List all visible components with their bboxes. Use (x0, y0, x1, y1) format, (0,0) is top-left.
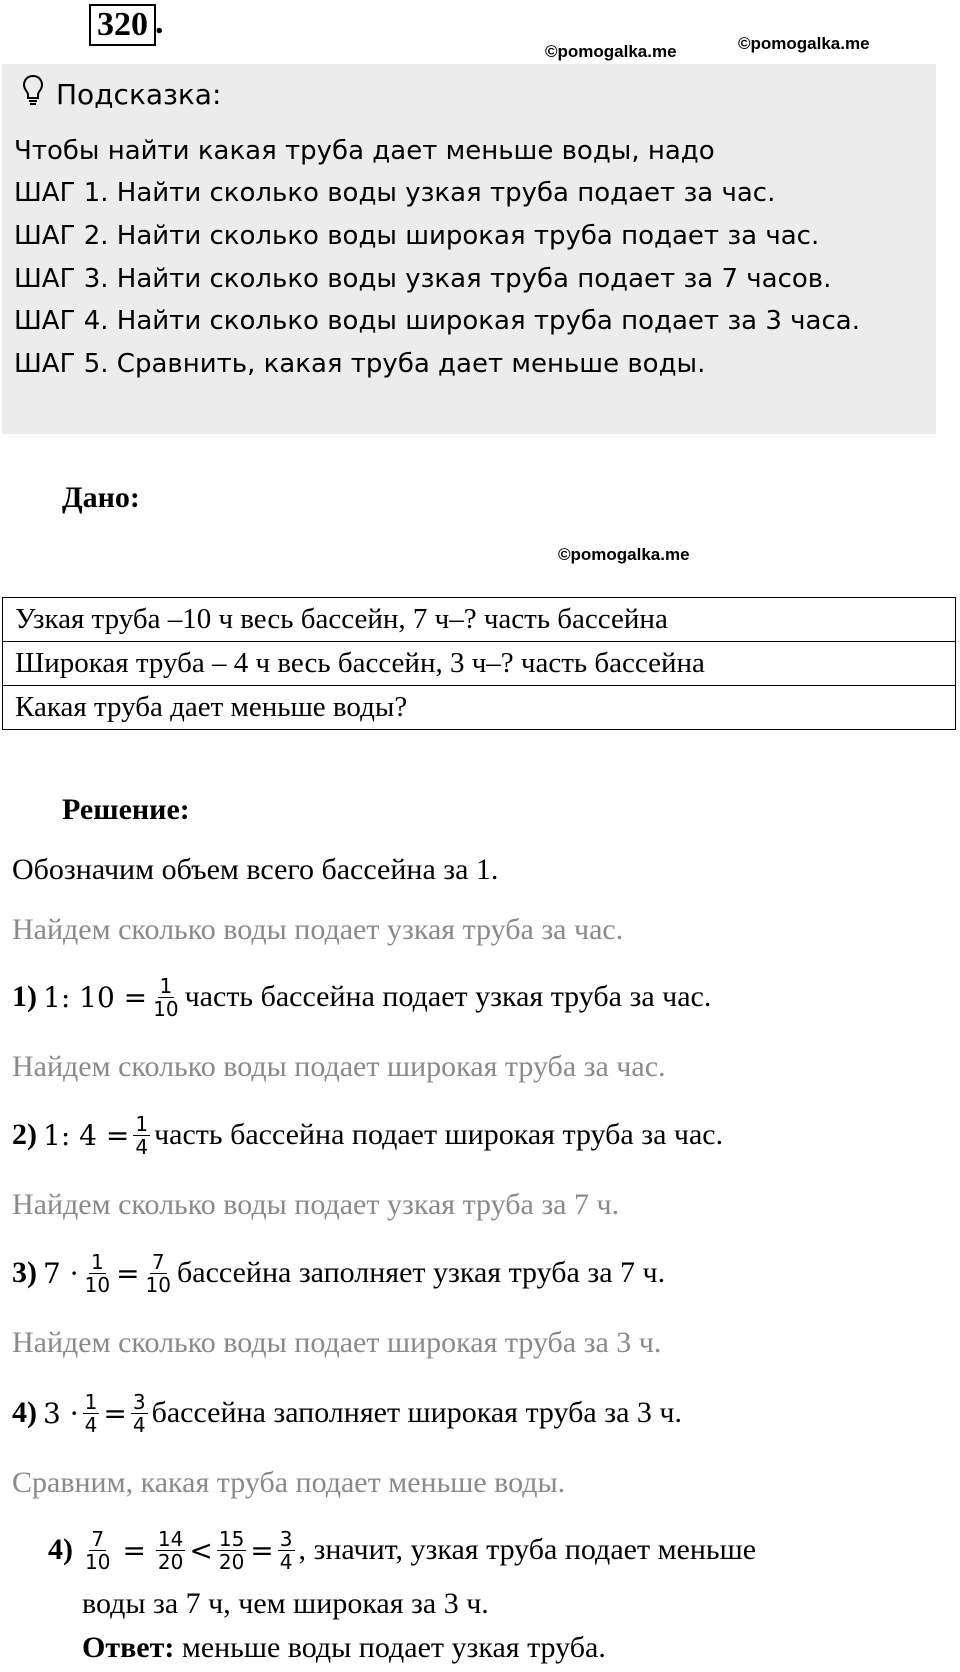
hint-intro: Чтобы найти какая труба дает меньше воды, надо (14, 136, 715, 166)
denominator: 10 (153, 996, 179, 1021)
fraction (83, 1251, 112, 1296)
equals-sign: = (116, 1256, 140, 1290)
task-number-dot: . (155, 4, 164, 41)
numerator: 1 (90, 1249, 104, 1274)
table-cell: Какая труба дает меньше воды? (3, 686, 956, 730)
step-text-continued: воды за 7 ч, чем широкая за 3 ч. (82, 1587, 489, 1620)
equals-sign: = (122, 1533, 146, 1567)
solution-step-3 (12, 1248, 665, 1298)
table-row (3, 598, 956, 642)
lightbulb-icon (22, 74, 44, 115)
table-cell: Узкая труба –10 ч весь бассейн, 7 ч–? часть бассейна (3, 598, 956, 642)
numerator: 3 (132, 1389, 146, 1414)
step-text: бассейна заполняет узкая труба за 7 ч. (177, 1256, 666, 1289)
step-text: часть бассейна подает широкая труба за час. (154, 1118, 724, 1151)
fraction (144, 1251, 173, 1296)
numerator: 3 (279, 1526, 293, 1551)
step-text: Найти сколько воды узкая труба подает за 7 часов. (108, 264, 832, 294)
equals-sign: = (250, 1533, 274, 1567)
step-text: Сравнить, какая труба дает меньше воды. (108, 349, 706, 379)
less-than-sign: < (189, 1533, 213, 1567)
solution-intro: Обозначим объем всего бассейна за 1. (12, 853, 499, 886)
fraction (151, 975, 180, 1020)
numerator: 15 (218, 1526, 245, 1551)
step-label: ШАГ 2. (14, 221, 109, 251)
equals-sign: = (103, 1396, 127, 1430)
fraction (217, 1528, 246, 1573)
solution-step-1 (12, 972, 711, 1022)
fraction (131, 1391, 148, 1436)
fraction (156, 1528, 185, 1573)
step-label: ШАГ 1. (14, 178, 109, 208)
step-text: часть бассейна подает узкая труба за час. (184, 980, 712, 1013)
fraction (133, 1113, 150, 1158)
watermark: ©pomogalka.me (545, 42, 677, 61)
step-text: бассейна заполняет широкая труба за 3 ч. (151, 1396, 682, 1429)
hint-step (14, 304, 860, 338)
denominator: 20 (157, 1549, 184, 1574)
step-label: ШАГ 5. (14, 349, 109, 379)
task-number: 320 (89, 4, 156, 46)
solution-step-2 (12, 1110, 723, 1160)
hint-step (14, 219, 819, 253)
denominator: 10 (85, 1549, 111, 1574)
step-number: 4) (48, 1533, 73, 1566)
numerator: 7 (91, 1526, 105, 1551)
numerator: 1 (84, 1389, 98, 1414)
step-number: 2) (12, 1118, 37, 1151)
math-expression: 1: 4 = (43, 1118, 130, 1152)
watermark: ©pomogalka.me (738, 34, 870, 53)
fraction (278, 1528, 295, 1573)
table-row (3, 642, 956, 686)
step-text: Найти сколько воды широкая труба подает за час. (108, 221, 820, 251)
solution-step-4 (12, 1388, 682, 1438)
denominator: 20 (218, 1549, 245, 1574)
numerator: 14 (157, 1526, 184, 1551)
answer (82, 1628, 606, 1668)
step-number: 1) (12, 980, 37, 1013)
math-expression: 1: 10 = (43, 980, 148, 1014)
step-number: 3) (12, 1256, 37, 1289)
hint-title: Подсказка: (56, 77, 222, 111)
numerator: 1 (135, 1111, 149, 1136)
step-label: ШАГ 4. (14, 306, 109, 336)
denominator: 10 (84, 1272, 111, 1297)
step-note: Найдем сколько воды подает узкая труба за 7 ч. (12, 1188, 620, 1221)
hint-step (14, 176, 775, 210)
numerator: 7 (151, 1249, 165, 1274)
step-note: Найдем сколько воды подает узкая труба за час. (12, 913, 624, 946)
step-label: ШАГ 3. (14, 264, 109, 294)
step-note: Сравним, какая труба подает меньше воды. (12, 1466, 566, 1499)
step-note: Найдем сколько воды подает широкая труба за 3 ч. (12, 1326, 662, 1359)
denominator: 4 (132, 1412, 146, 1437)
hint-step (14, 262, 831, 296)
denominator: 4 (279, 1549, 293, 1574)
numerator: 1 (159, 973, 173, 998)
step-text: , значит, узкая труба подает меньше (298, 1533, 757, 1566)
hint-step (14, 347, 705, 381)
denominator: 4 (135, 1134, 149, 1159)
given-heading: Дано: (62, 481, 140, 514)
denominator: 10 (145, 1272, 171, 1297)
table-cell: Широкая труба – 4 ч весь бассейн, 3 ч–? часть бассейна (3, 642, 956, 686)
hint-box (2, 64, 936, 434)
step-number: 4) (12, 1396, 37, 1429)
answer-text: меньше воды подает узкая труба. (174, 1631, 606, 1664)
table-row (3, 686, 956, 730)
step-text: Найти сколько воды узкая труба подает за час. (108, 178, 776, 208)
watermark: ©pomogalka.me (558, 545, 690, 564)
given-table (2, 597, 956, 730)
answer-label: Ответ: (82, 1631, 175, 1664)
hint-title-row (22, 74, 221, 115)
denominator: 4 (84, 1412, 98, 1437)
fraction (83, 1528, 112, 1573)
step-note: Найдем сколько воды подает широкая труба за час. (12, 1050, 666, 1083)
math-expression: 7 · (43, 1256, 79, 1290)
solution-step-5 (48, 1522, 756, 1578)
fraction (83, 1391, 100, 1436)
math-expression: 3 · (43, 1396, 79, 1430)
solution-heading: Решение: (62, 793, 190, 826)
step-text: Найти сколько воды широкая труба подает за 3 часа. (108, 306, 860, 336)
